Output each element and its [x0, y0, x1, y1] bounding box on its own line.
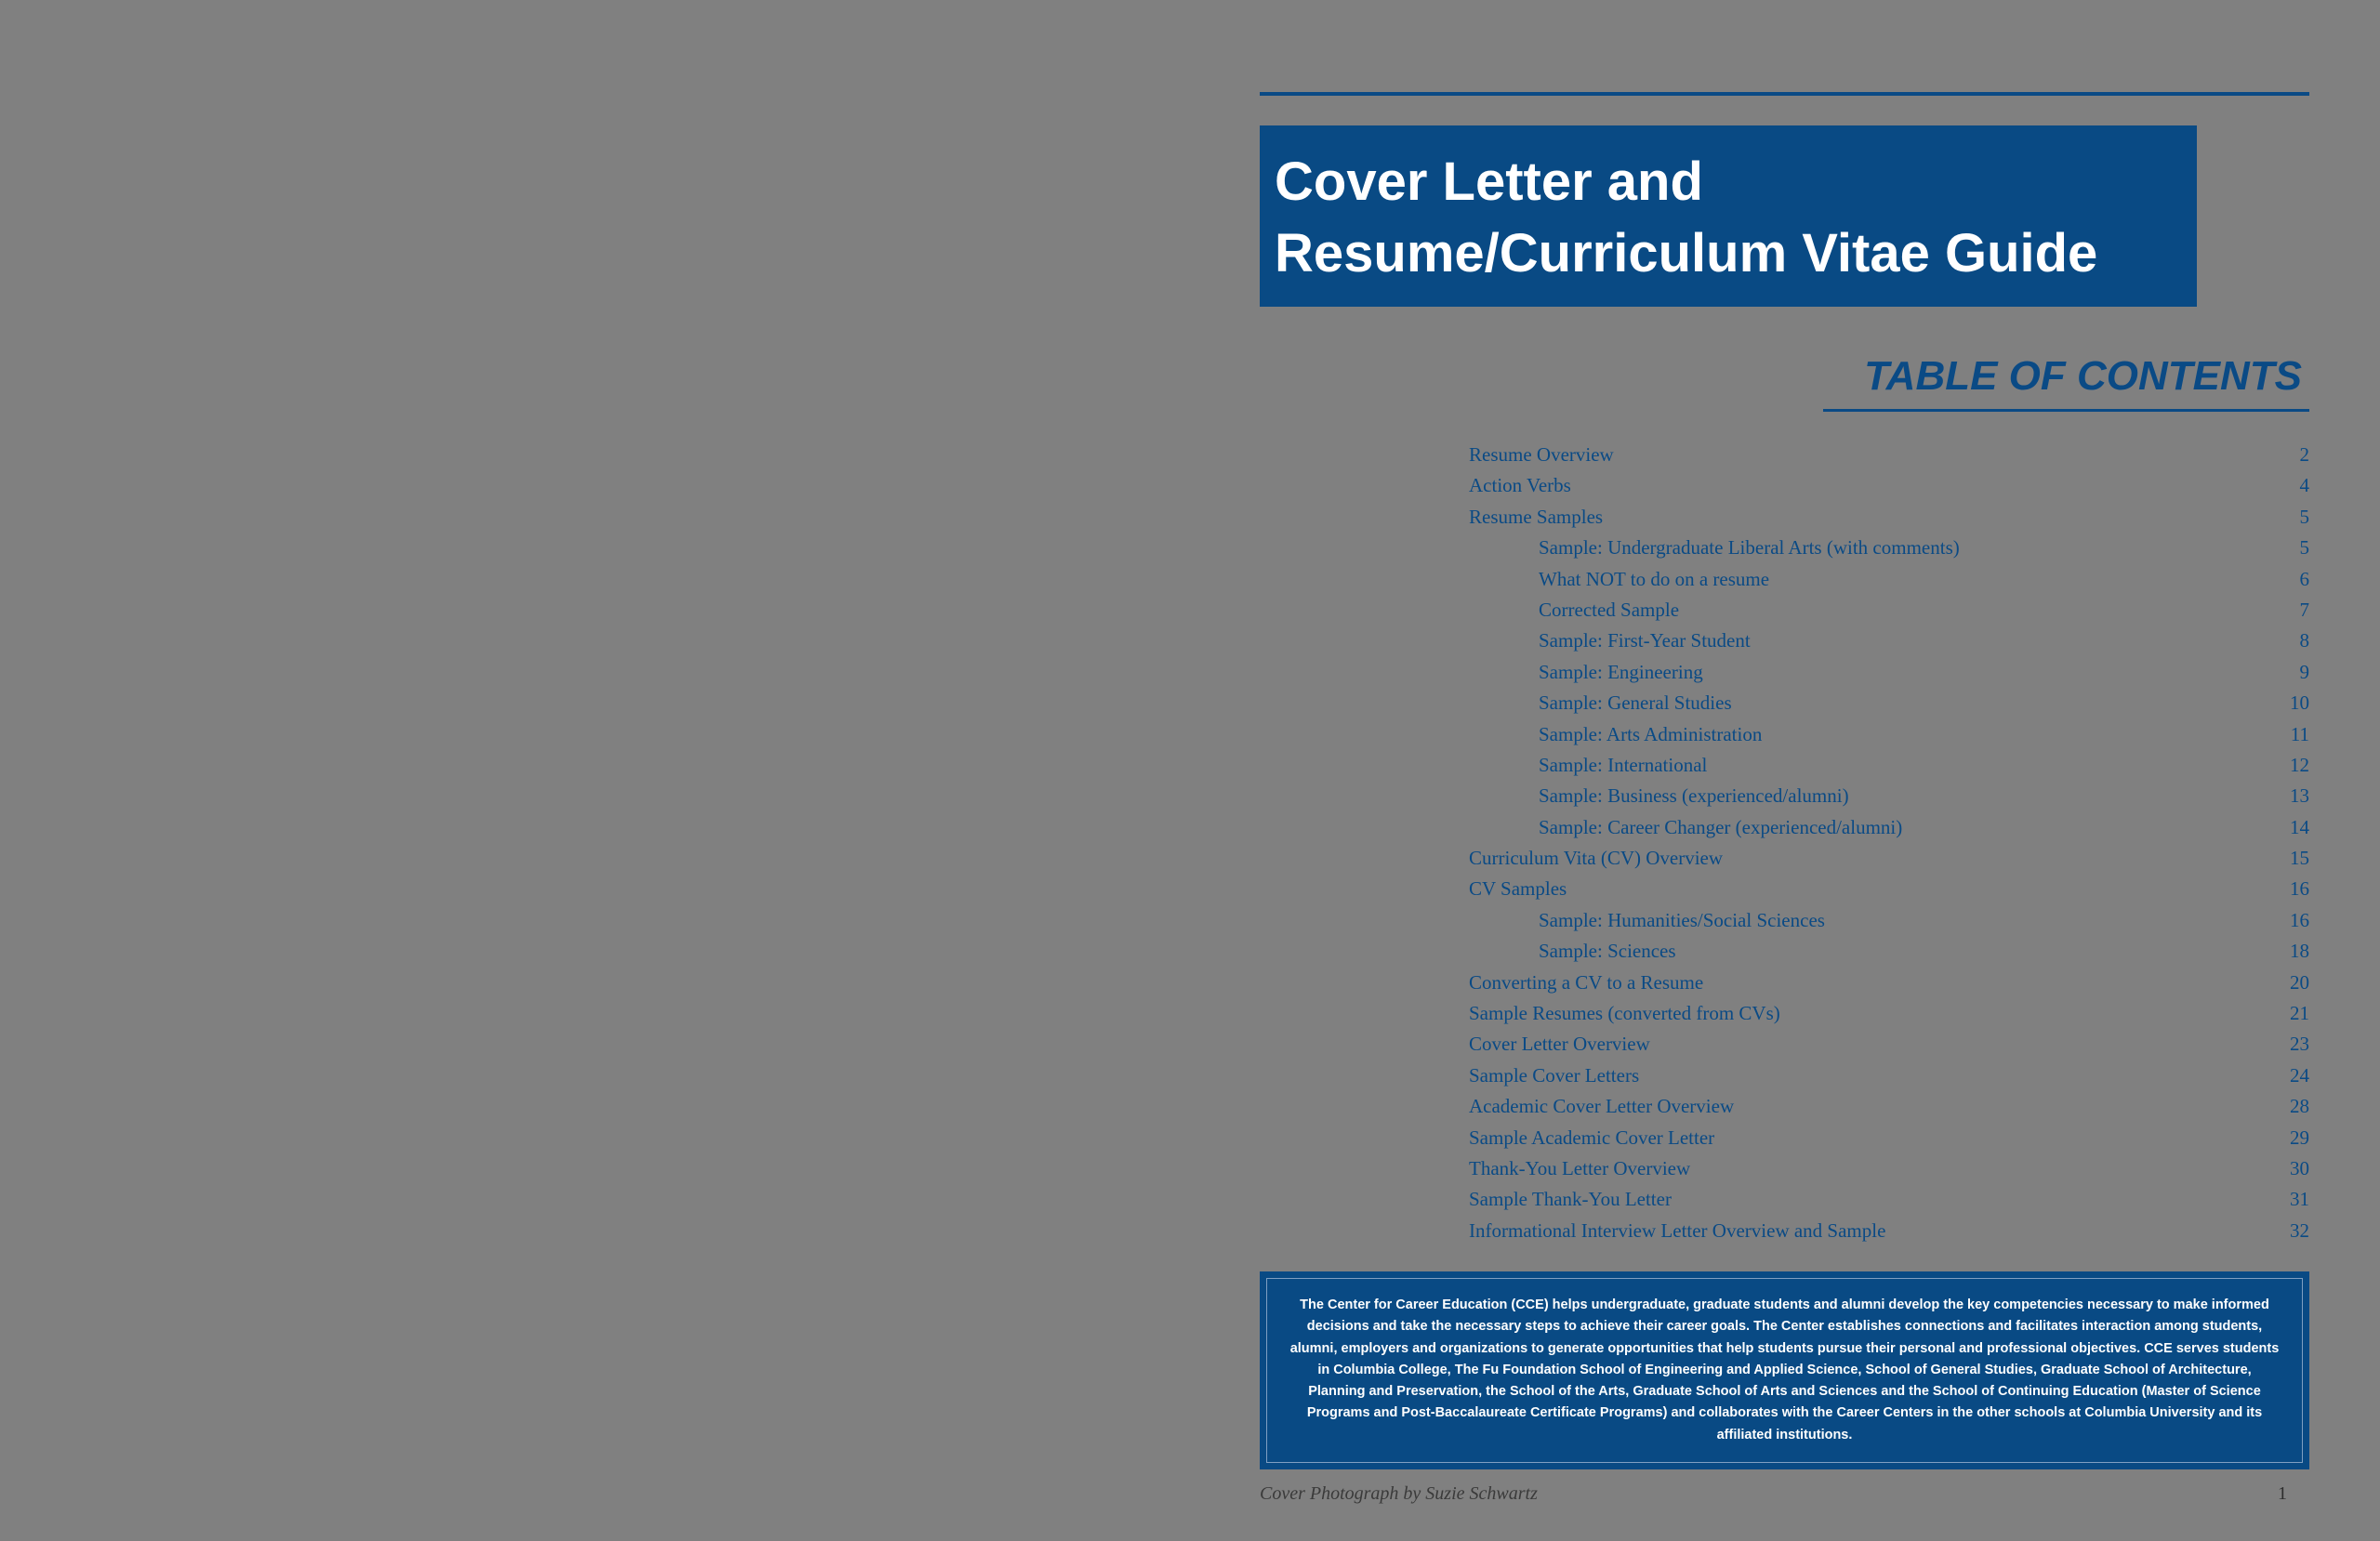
toc-entry[interactable]	[1469, 874, 2309, 904]
toc-entry[interactable]	[1469, 1123, 2309, 1153]
table-of-contents	[1469, 440, 2309, 1246]
toc-entry-label: Converting a CV to a Resume	[1469, 970, 1704, 994]
toc-entry-page: 28	[2290, 1095, 2309, 1118]
toc-entry-page: 11	[2290, 722, 2309, 745]
toc-entry-label: Sample: Career Changer (experienced/alumni)	[1539, 815, 1903, 838]
cce-info-text: The Center for Career Education (CCE) helps undergraduate, graduate students and alumni develop the key competencies necessary to make informed decisions and take the necessary steps to achieve their career goals. The Center establishes connections and facilitates interaction among students, alumni, employers and organizations to generate opportunities that help students pursue their personal and professional objectives. CCE serves students in Columbia College, The Fu Foundation School of Engineering and Applied Science, School of General Studies, Graduate School of Architecture, Planning and Preservation, the School of the Arts, Graduate School of Arts and Sciences and the School of Continuing Education (Master of Science Programs and Post-Baccalaureate Certificate Programs) and collaborates with the Career Centers in the other schools at Columbia University and its affiliated institutions.	[1289, 1297, 2280, 1442]
toc-entry[interactable]	[1469, 998, 2309, 1029]
toc-entry[interactable]	[1469, 470, 2309, 501]
toc-entry-page: 14	[2290, 815, 2309, 838]
toc-entry-page: 16	[2290, 877, 2309, 901]
toc-entry-page: 2	[2299, 443, 2309, 466]
toc-entry-label: Sample: Sciences	[1539, 940, 1676, 963]
toc-entry[interactable]	[1469, 533, 2309, 563]
toc-entry[interactable]	[1469, 440, 2309, 470]
toc-entry-label: Academic Cover Letter Overview	[1469, 1095, 1735, 1118]
toc-entry[interactable]	[1469, 1091, 2309, 1122]
cce-info-box-inner	[1266, 1278, 2303, 1463]
toc-entry-label: Sample: Undergraduate Liberal Arts (with comments)	[1539, 536, 1960, 560]
toc-entry-label: Sample Cover Letters	[1469, 1063, 1640, 1087]
toc-entry[interactable]	[1469, 968, 2309, 998]
toc-entry-page: 31	[2290, 1188, 2309, 1211]
toc-entry-label: CV Samples	[1469, 877, 1567, 901]
title-line-2: Resume/Curriculum Vitae Guide	[1275, 223, 2098, 283]
toc-entry-page: 6	[2299, 567, 2309, 590]
toc-entry-label: Sample: General Studies	[1539, 691, 1732, 715]
toc-entry[interactable]	[1469, 936, 2309, 967]
toc-entry-page: 21	[2290, 1002, 2309, 1025]
toc-entry[interactable]	[1469, 657, 2309, 688]
page-number: 1	[2278, 1483, 2287, 1504]
toc-entry-page: 12	[2290, 753, 2309, 776]
toc-entry-label: Sample Thank-You Letter	[1469, 1188, 1672, 1211]
toc-entry-label: Cover Letter Overview	[1469, 1033, 1650, 1056]
toc-entry-label: Corrected Sample	[1539, 598, 1680, 621]
toc-entry-label: Resume Samples	[1469, 505, 1604, 528]
toc-entry-label: Sample: First-Year Student	[1539, 629, 1751, 652]
toc-entry-label: Sample: International	[1539, 753, 1708, 776]
toc-entry-page: 24	[2290, 1063, 2309, 1087]
toc-entry-label: Curriculum Vita (CV) Overview	[1469, 847, 1724, 870]
toc-entry-page: 10	[2290, 691, 2309, 715]
toc-entry[interactable]	[1469, 626, 2309, 656]
toc-entry[interactable]	[1469, 688, 2309, 718]
toc-entry-label: Sample: Arts Administration	[1539, 722, 1763, 745]
toc-entry[interactable]	[1469, 1216, 2309, 1246]
toc-entry-page: 4	[2299, 474, 2309, 497]
toc-entry-label: Resume Overview	[1469, 443, 1614, 466]
toc-entry[interactable]	[1469, 1060, 2309, 1091]
toc-entry-label: Thank-You Letter Overview	[1469, 1156, 1691, 1179]
toc-entry-page: 8	[2299, 629, 2309, 652]
toc-entry-label: Sample: Humanities/Social Sciences	[1539, 908, 1825, 931]
photo-credit: Cover Photograph by Suzie Schwartz	[1260, 1483, 1538, 1504]
toc-entry[interactable]	[1469, 595, 2309, 626]
toc-entry[interactable]	[1469, 781, 2309, 811]
toc-entry-page: 20	[2290, 970, 2309, 994]
cce-info-box	[1260, 1271, 2309, 1469]
toc-entry-page: 7	[2299, 598, 2309, 621]
toc-entry-label: Sample Resumes (converted from CVs)	[1469, 1002, 1780, 1025]
toc-entry-page: 30	[2290, 1156, 2309, 1179]
toc-heading-rule	[1823, 409, 2309, 412]
toc-entry-page: 16	[2290, 908, 2309, 931]
toc-entry[interactable]	[1469, 1153, 2309, 1184]
toc-entry-page: 18	[2290, 940, 2309, 963]
toc-entry[interactable]	[1469, 750, 2309, 781]
toc-entry-label: Sample: Engineering	[1539, 660, 1703, 683]
toc-entry[interactable]	[1469, 843, 2309, 874]
toc-entry-label: What NOT to do on a resume	[1539, 567, 1770, 590]
toc-entry-page: 15	[2290, 847, 2309, 870]
toc-entry[interactable]	[1469, 905, 2309, 936]
toc-heading: TABLE OF CONTENTS	[1864, 353, 2302, 399]
toc-entry[interactable]	[1469, 1029, 2309, 1060]
toc-entry-label: Action Verbs	[1469, 474, 1571, 497]
toc-entry-page: 13	[2290, 784, 2309, 808]
toc-entry-label: Sample: Business (experienced/alumni)	[1539, 784, 1849, 808]
toc-entry-page: 29	[2290, 1126, 2309, 1149]
title-line-1: Cover Letter and	[1275, 151, 1703, 212]
toc-entry-page: 32	[2290, 1218, 2309, 1242]
toc-entry[interactable]	[1469, 564, 2309, 595]
toc-entry[interactable]	[1469, 1184, 2309, 1215]
toc-entry-page: 5	[2299, 536, 2309, 560]
toc-entry[interactable]	[1469, 502, 2309, 533]
toc-entry[interactable]	[1469, 719, 2309, 750]
toc-entry-label: Sample Academic Cover Letter	[1469, 1126, 1715, 1149]
toc-entry-label: Informational Interview Letter Overview and Sample	[1469, 1218, 1886, 1242]
toc-entry-page: 9	[2299, 660, 2309, 683]
top-rule	[1260, 92, 2309, 96]
title-box	[1260, 125, 2197, 307]
toc-entry-page: 23	[2290, 1033, 2309, 1056]
toc-entry-page: 5	[2299, 505, 2309, 528]
toc-entry[interactable]	[1469, 812, 2309, 843]
